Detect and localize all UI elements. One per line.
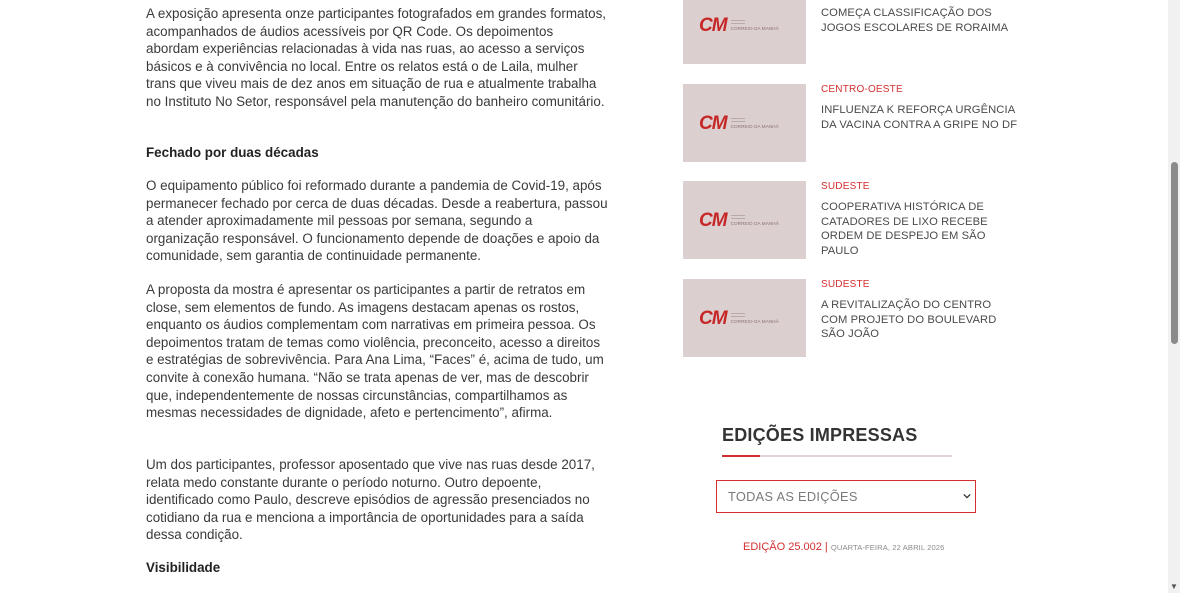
news-headline[interactable]: INFLUENZA K REFORÇA URGÊNCIA DA VACINA CONTRA A GRIPE NO DF (821, 104, 1018, 131)
news-headline[interactable]: COMEÇA CLASSIFICAÇÃO DOS JOGOS ESCOLARES DE RORAIMA (821, 7, 1009, 34)
news-category[interactable]: SUDESTE (821, 279, 870, 290)
news-thumbnail[interactable] (683, 0, 806, 64)
edition-number: EDIÇÃO 25.002 | (743, 541, 828, 553)
article-paragraph: A proposta da mostra é apresentar os participantes a partir de retratos em close, sem elementos de fundo. As imagens destacam apenas os rostos, enquanto os áudios complementam com narrativas em primeira pessoa. Os depoimentos tratam de temas como violência, preconceito, acesso a direitos e estratégias de sobrevivência. Para Ana Lima, “Faces” é, acima de tudo, um convite à conexão humana. “Não se trata apenas de ver, mas de descobrir que, independentemente de nossas circunstâncias, compartilhamos as mesmas necessidades de dignidade, afeto e pertencimento”, afirma. (146, 282, 604, 421)
article-subheading: Visibilidade (146, 560, 221, 575)
editions-select-value: TODAS AS EDIÇÕES (728, 489, 858, 504)
article-paragraph: A exposição apresenta onze participantes fotografados em grandes formatos, acompanhados de áudios acessíveis por QR Code. Os depoimentos abordam experiências relacionadas à vida nas ruas, ao acesso a serviços básicos e à convivência no local. Entre os relatos está o de Laila, mulher trans que viveu mais de dez anos em situação de rua e atualmente trabalha no Instituto No Setor, responsável pela manutenção do banheiro comunitário. (146, 6, 607, 109)
article-paragraph: O equipamento público foi reformado durante a pandemia de Covid-19, após permanecer fechado por cerca de duas décadas. Desde a reabertura, passou a atender aproximadamente mil pessoas por semana, segundo a organização responsável. O funcionamento depende de doações e apoio da comunidade, sem garantia de continuidade permanente. (146, 178, 608, 264)
cm-logo-icon: CM CORREIO DA MANHÃ (699, 113, 779, 134)
news-thumbnail[interactable] (683, 181, 806, 259)
news-thumbnail[interactable] (683, 84, 806, 162)
cm-logo-icon: CM CORREIO DA MANHÃ (699, 15, 779, 36)
latest-edition-link[interactable] (743, 541, 944, 553)
news-headline[interactable]: COOPERATIVA HISTÓRICA DE CATADORES DE LIXO RECEBE ORDEM DE DESPEJO EM SÃO PAULO (821, 201, 988, 257)
article-subheading: Fechado por duas décadas (146, 145, 319, 160)
title-underline-accent (722, 455, 760, 457)
article-paragraph: Um dos participantes, professor aposentado que vive nas ruas desde 2017, relata medo constante durante o período noturno. Outro depoente, identificado como Paulo, descreve episódios de agressão presenciados no cotidiano da rua e menciona a importância de oportunidades para a saída dessa condição. (146, 457, 595, 543)
section-title: EDIÇÕES IMPRESSAS (722, 425, 918, 445)
news-thumbnail[interactable] (683, 279, 806, 357)
cm-logo-icon: CM CORREIO DA MANHÃ (699, 308, 779, 329)
scroll-down-arrow-icon[interactable]: ▼ (1170, 581, 1178, 591)
edition-date: QUARTA-FEIRA, 22 ABRIL 2026 (830, 543, 945, 552)
news-headline[interactable]: A REVITALIZAÇÃO DO CENTRO COM PROJETO DO BOULEVARD SÃO JOÃO (821, 299, 997, 341)
news-category[interactable]: SUDESTE (821, 181, 870, 192)
scrollbar-thumb[interactable] (1171, 162, 1178, 344)
chevron-down-icon (963, 492, 971, 500)
news-category[interactable]: CENTRO-OESTE (821, 84, 903, 95)
cm-logo-icon: CM CORREIO DA MANHÃ (699, 210, 779, 231)
editions-select[interactable] (716, 480, 976, 513)
